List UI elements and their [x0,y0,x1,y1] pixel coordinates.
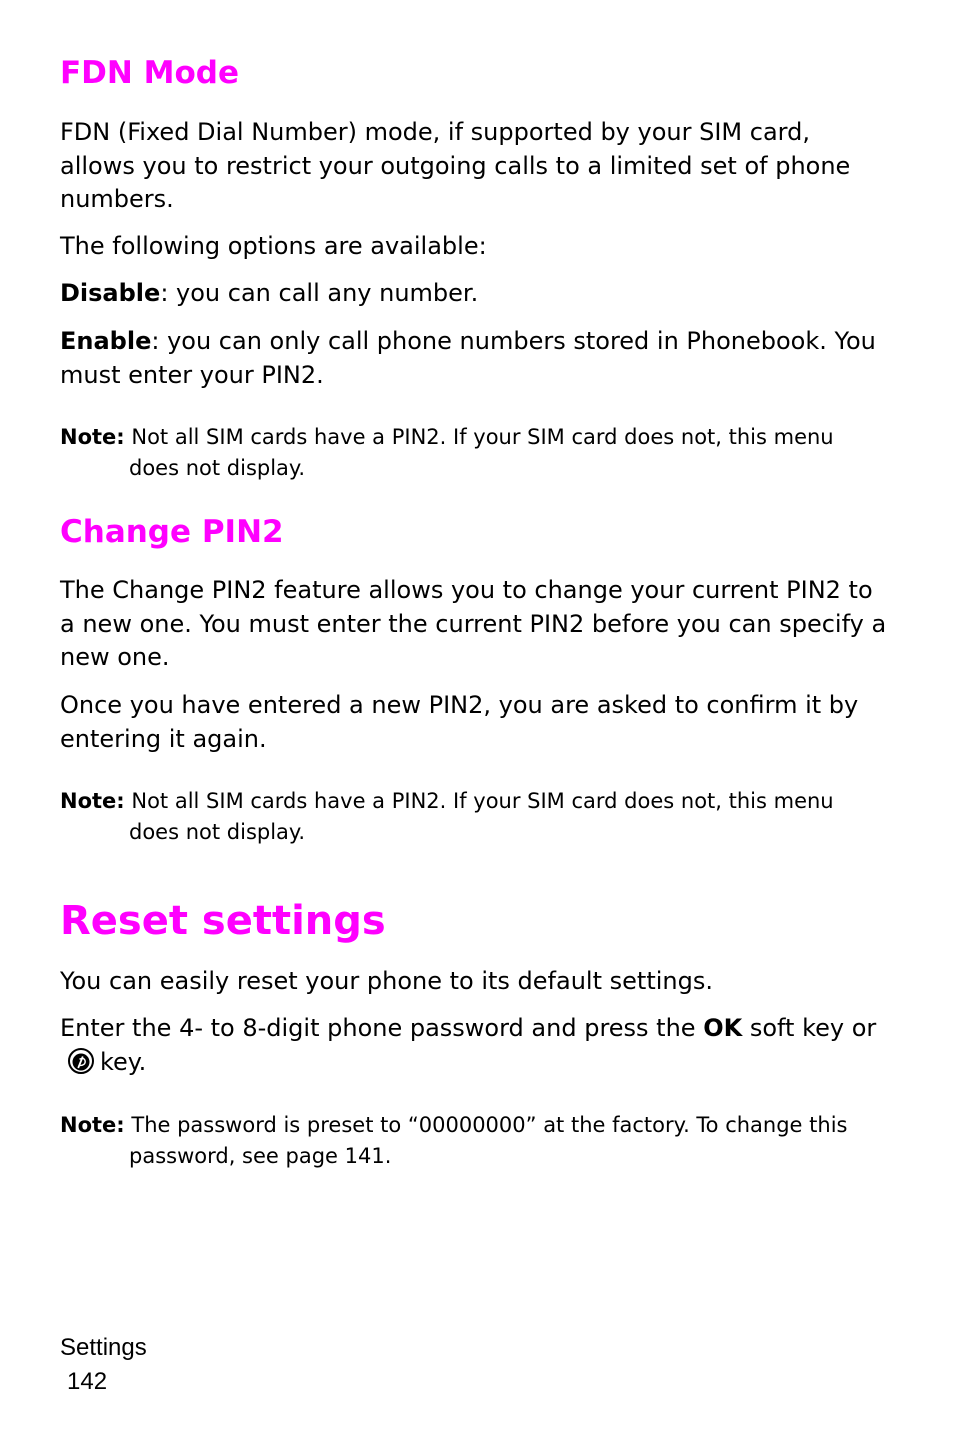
fdn-intro-paragraph: FDN (Fixed Dial Number) mode, if supported by your SIM card, allows you to restrict your outgoing calls to a limited set of phone numbers. [60,118,851,213]
footer-section-name: Settings [60,1334,147,1361]
fdn-disable-option [60,277,890,311]
note-label: Note: [60,789,125,813]
disable-description: : you can call any number. [160,279,479,307]
change-pin2-note [60,786,890,848]
footer-page-number: 142 [67,1368,108,1395]
enable-term: Enable [60,327,152,355]
reset-paragraph-1: You can easily reset your phone to its default settings. [60,967,713,995]
disable-term: Disable [60,279,161,307]
fdn-enable-option [60,325,890,392]
reset-note [60,1110,890,1172]
change-pin2-heading: Change PIN2 [60,514,284,550]
reset-instruction-end: key. [100,1047,147,1076]
note-text: The password is preset to “00000000” at the factory. To change this password, see page 141. [124,1113,848,1168]
reset-settings-heading: Reset settings [60,898,386,944]
reset-paragraph-2 [60,1012,890,1079]
reset-instruction-start: Enter the 4- to 8-digit phone password and press the [60,1014,704,1042]
fdn-options-intro: The following options are available: [60,232,487,260]
reset-instruction-mid: soft key or [742,1014,877,1042]
ok-softkey-label: OK [703,1014,743,1042]
change-pin2-paragraph-1: The Change PIN2 feature allows you to change your current PIN2 to a new one. You must enter the current PIN2 before you can specify a new one. [60,576,887,671]
change-pin2-paragraph-2: Once you have entered a new PIN2, you are asked to confirm it by entering it again. [60,691,859,753]
enable-description: : you can only call phone numbers stored in Phonebook. You must enter your PIN2. [60,327,876,389]
note-text: Not all SIM cards have a PIN2. If your SIM card does not, this menu does not display. [124,789,834,844]
ok-key-icon [66,1046,96,1076]
fdn-mode-heading: FDN Mode [60,55,240,91]
note-label: Note: [60,425,125,449]
note-label: Note: [60,1113,125,1137]
note-text: Not all SIM cards have a PIN2. If your SIM card does not, this menu does not display. [124,425,834,480]
fdn-note [60,422,890,484]
